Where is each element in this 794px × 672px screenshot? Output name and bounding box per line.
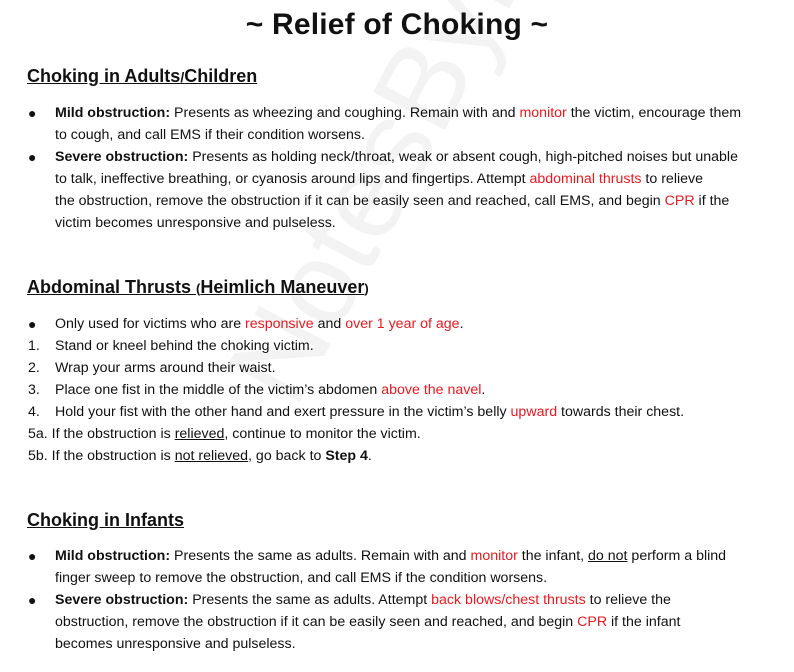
highlight-upward: upward xyxy=(510,404,558,420)
bullet-dot: ● xyxy=(28,548,37,564)
infants-mild-line-2: finger sweep to remove the obstruction, and call EMS if the condition worsens. xyxy=(55,570,548,586)
step-number: 1. xyxy=(28,338,40,354)
mild-obstruction-label: Mild obstruction: xyxy=(55,105,171,121)
severe-obstruction-label: Severe obstruction: xyxy=(55,592,189,608)
adults-mild-line-2: to cough, and call EMS if their condition worsens. xyxy=(55,127,365,143)
bullet-dot: ● xyxy=(28,316,37,332)
bullet-dot: ● xyxy=(28,149,37,165)
adults-severe-line-3: the obstruction, remove the obstruction if it can be easily seen and reached, call EMS, and begin CPR if the xyxy=(55,193,730,209)
heading-adults-children: Choking in Adults/Children xyxy=(27,66,258,86)
underline-do-not: do not xyxy=(588,548,628,564)
highlight-monitor: monitor xyxy=(519,105,567,121)
step-number: 2. xyxy=(28,360,40,376)
underline-relieved: relieved xyxy=(174,426,225,442)
underline-not-relieved: not relieved xyxy=(174,448,249,464)
adults-severe-line-2: to talk, ineffective breathing, or cyanosis around lips and fingertips. Attempt abdominal thrusts to relieve xyxy=(55,171,703,187)
highlight-abdominal-thrusts: abdominal thrusts xyxy=(529,171,642,187)
step-3-text: Place one fist in the middle of the victim’s abdomen above the navel. xyxy=(55,382,486,398)
thrusts-intro-line: Only used for victims who are responsive and over 1 year of age. xyxy=(55,316,464,332)
heading-abdominal-thrusts: Abdominal Thrusts (Heimlich Maneuver) xyxy=(27,277,369,297)
step-5a-text: 5a. If the obstruction is relieved, continue to monitor the victim. xyxy=(28,426,421,442)
mild-obstruction-label: Mild obstruction: xyxy=(55,548,171,564)
infants-severe-line-3: becomes unresponsive and pulseless. xyxy=(55,636,296,652)
bullet-dot: ● xyxy=(28,592,37,608)
highlight-above-navel: above the navel xyxy=(381,382,482,398)
highlight-responsive: responsive xyxy=(245,316,314,332)
highlight-cpr: CPR xyxy=(577,614,608,630)
adults-mild-line-1: Mild obstruction: Presents as wheezing and coughing. Remain with and monitor the victim, encourage them xyxy=(55,105,742,121)
step-4-reference: Step 4 xyxy=(325,448,368,464)
adults-severe-line-1: Severe obstruction: Presents as holding neck/throat, weak or absent cough, high-pitched noises but unable xyxy=(55,149,738,165)
step-number: 4. xyxy=(28,404,40,420)
highlight-monitor: monitor xyxy=(470,548,518,564)
step-1-text: Stand or kneel behind the choking victim. xyxy=(55,338,314,354)
highlight-back-blows: back blows/chest thrusts xyxy=(431,592,586,608)
page-title: ~ Relief of Choking ~ xyxy=(245,8,549,41)
highlight-over-1-year: over 1 year of age xyxy=(345,316,460,332)
infants-mild-line-1: Mild obstruction: Presents the same as adults. Remain with and monitor the infant, do not perform a blind xyxy=(55,548,727,564)
highlight-cpr: CPR xyxy=(664,193,695,209)
severe-obstruction-label: Severe obstruction: xyxy=(55,149,189,165)
step-number: 3. xyxy=(28,382,40,398)
heading-infants: Choking in Infants xyxy=(27,510,184,530)
bullet-dot: ● xyxy=(28,105,37,121)
step-5b-text: 5b. If the obstruction is not relieved, go back to Step 4. xyxy=(28,448,372,464)
step-2-text: Wrap your arms around their waist. xyxy=(55,360,276,376)
adults-severe-line-4: victim becomes unresponsive and pulseless. xyxy=(55,215,336,231)
infants-severe-line-2: obstruction, remove the obstruction if it can be easily seen and reached, and begin CPR if the infant xyxy=(55,614,681,630)
infants-severe-line-1: Severe obstruction: Presents the same as adults. Attempt back blows/chest thrusts to relieve the xyxy=(55,592,671,608)
step-4-text: Hold your fist with the other hand and exert pressure in the victim’s belly upward towards their chest. xyxy=(55,404,685,420)
